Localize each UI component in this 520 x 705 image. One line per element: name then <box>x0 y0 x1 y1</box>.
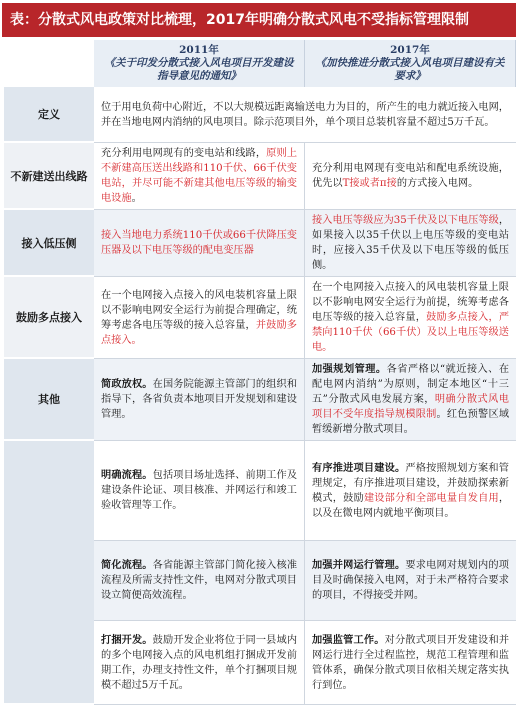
cell-2017 <box>305 143 516 210</box>
cell-2017 <box>305 441 516 541</box>
cell-text-run: 加强监管工作。 <box>312 633 385 646</box>
header-2017 <box>305 40 516 87</box>
row-label: 其他 <box>4 359 94 441</box>
cell-2017 <box>305 541 516 621</box>
cell-text-run: 位于用电负荷中心附近，不以大规模远距离输送电力为目的，所产生的电力就近接入电网，并在当地电网内消纳的风电项目。除示范项目外，单个项目总装机容量不超过5万千瓦。 <box>101 101 509 128</box>
cell-text-run: 。红色预警区域暂缓新增分散式项目。 <box>312 409 510 435</box>
cell-text-run: 加强并网运行管理。 <box>312 559 406 571</box>
cell-text-run: 充分利用电网现有的变电站和线路， <box>101 148 267 159</box>
header-blank <box>4 40 94 87</box>
table-title: 表：分散式风电政策对比梳理，2017年明确分散式风电不受指标管理限制 <box>2 3 516 37</box>
cell-text-run: 充分利用电网现有变电站和配电系统设施，优先以 <box>312 163 509 189</box>
cell-text-run: 对分散式项目开发建设和并网运行进行全过程监控，规范工程管理和监管体系，确保分散式项目依相关规定落实执行到位。 <box>312 634 510 691</box>
cell-text-run: 接入电压等级应为35千伏及以下电压等级 <box>312 215 499 226</box>
policy-comparison-table <box>4 40 516 691</box>
cell-text-run: 。 <box>131 193 142 204</box>
header-2011-year: 2011年 <box>179 44 219 56</box>
cell-text-run: 在一个电网接入点接入的风电装机容量上限以不影响电网安全运行为前提合理确定，统筹考虑各电压等级的接入总容量， <box>101 289 297 331</box>
cell-2011 <box>94 441 305 541</box>
cell-text-run: 简政放权。 <box>101 378 153 390</box>
cell-text-run: 明确分散式风电项目不受年度指导规模限制 <box>312 394 509 420</box>
cell-text-run: ，如果接入以35千伏以上电压等级的变电站时，应接入35千伏及以下电压等级的低压侧。 <box>312 215 509 271</box>
cell-text-run: 在国务院能源主管部门的组织和指导下，各省负责本地项目开发规划和建设管理。 <box>101 379 298 420</box>
header-2011-doc: 《关于印发分散式接入风电项目开发建设指导意见的通知》 <box>104 57 294 82</box>
table-row <box>4 210 516 277</box>
cell-2017 <box>305 210 516 277</box>
cell-text-run: 严格按照规划方案和管理规定，有序推进项目建设，并鼓励探索新模式，鼓励 <box>312 462 509 504</box>
cell-text-run: 各省能源主管部门简化接入核准流程及所需支持性文件，电网对分散式项目设立简便高效流程。 <box>101 560 298 601</box>
cell-text-run: ，以及在微电网内就地平衡项目。 <box>312 492 510 519</box>
definition-cell <box>94 87 516 143</box>
cell-text-run: 建设部分和全部电量自发自用 <box>363 492 499 504</box>
header-2011 <box>94 40 305 87</box>
cell-2017 <box>305 359 516 441</box>
header-2017-doc: 《加快推进分散式接入风电项目建设有关要求》 <box>315 57 505 82</box>
header-2017-year: 2017年 <box>390 44 430 56</box>
cell-text-run: 简化流程。 <box>101 559 153 571</box>
cell-text-run: 各省严格以“就近接入、在配电网内消纳”为原则，制定本地区“十三五”分散式风电发展方案， <box>312 364 510 405</box>
cell-text-run: 鼓励开发企业将位于同一县域内的多个电网接入点的风电机组打捆成开发前期工作，办理支持性文件，单个打捆项目规模不超过5万千瓦。 <box>101 634 298 691</box>
comparison-table <box>4 40 516 705</box>
cell-2011 <box>94 621 305 705</box>
cell-2011 <box>94 277 305 359</box>
cell-text-run: 接入当地电力系统110千伏或66千伏降压变压器及以下电压等级的配电变压器 <box>101 230 297 256</box>
table-row <box>4 143 516 210</box>
cell-text-run: 明确流程。 <box>101 469 153 481</box>
row-label: 接入低压侧 <box>4 210 94 277</box>
cell-2017 <box>305 621 516 705</box>
cell-text-run: 加强规划管理。 <box>312 363 387 375</box>
cell-2011 <box>94 541 305 621</box>
cell-2011 <box>94 210 305 277</box>
cell-text-run: 包括项目场址选择、前期工作及建设条件论证、项目核准、并网运行和竣工验收管理等工作。 <box>101 470 298 511</box>
row-label: 不新建送出线路 <box>4 143 94 210</box>
cell-2017 <box>305 277 516 359</box>
cell-text-run: 在一个电网接入点接入的风电装机容量上限以不影响电网安全运行为前提，统筹考虑各电压等级的接入总容量， <box>312 282 509 323</box>
table-row <box>4 87 516 143</box>
process-group-label <box>4 441 94 705</box>
table-row <box>4 277 516 359</box>
cell-text-run: 原则上不新建高压送出线路和110千伏、66千伏变电站，并尽可能不新建其他电压等级的输变电设施 <box>101 148 298 204</box>
cell-text-run: 并鼓励多点接入。 <box>101 319 297 346</box>
cell-2011 <box>94 359 305 441</box>
cell-text-run: 的方式接入电网。 <box>396 178 479 189</box>
cell-text-run: 打捆开发。 <box>101 633 153 646</box>
header-row <box>4 40 516 87</box>
cell-text-run: 有序推进项目建设。 <box>312 461 406 474</box>
cell-text-run: 鼓励多点接入，严禁向110千伏（66千伏）及以上电压等级送电。 <box>312 312 510 353</box>
table-row <box>4 359 516 441</box>
cell-text-run: 要求电网对规划内的项目及时确保接入电网，对于未严格符合要求的项目，不得接受并网。 <box>312 560 509 601</box>
cell-2011 <box>94 143 305 210</box>
table-subrow <box>4 441 516 541</box>
row-label: 定义 <box>4 87 94 143</box>
cell-text-run: T接或者π接 <box>342 178 397 189</box>
row-label: 鼓励多点接入 <box>4 277 94 359</box>
